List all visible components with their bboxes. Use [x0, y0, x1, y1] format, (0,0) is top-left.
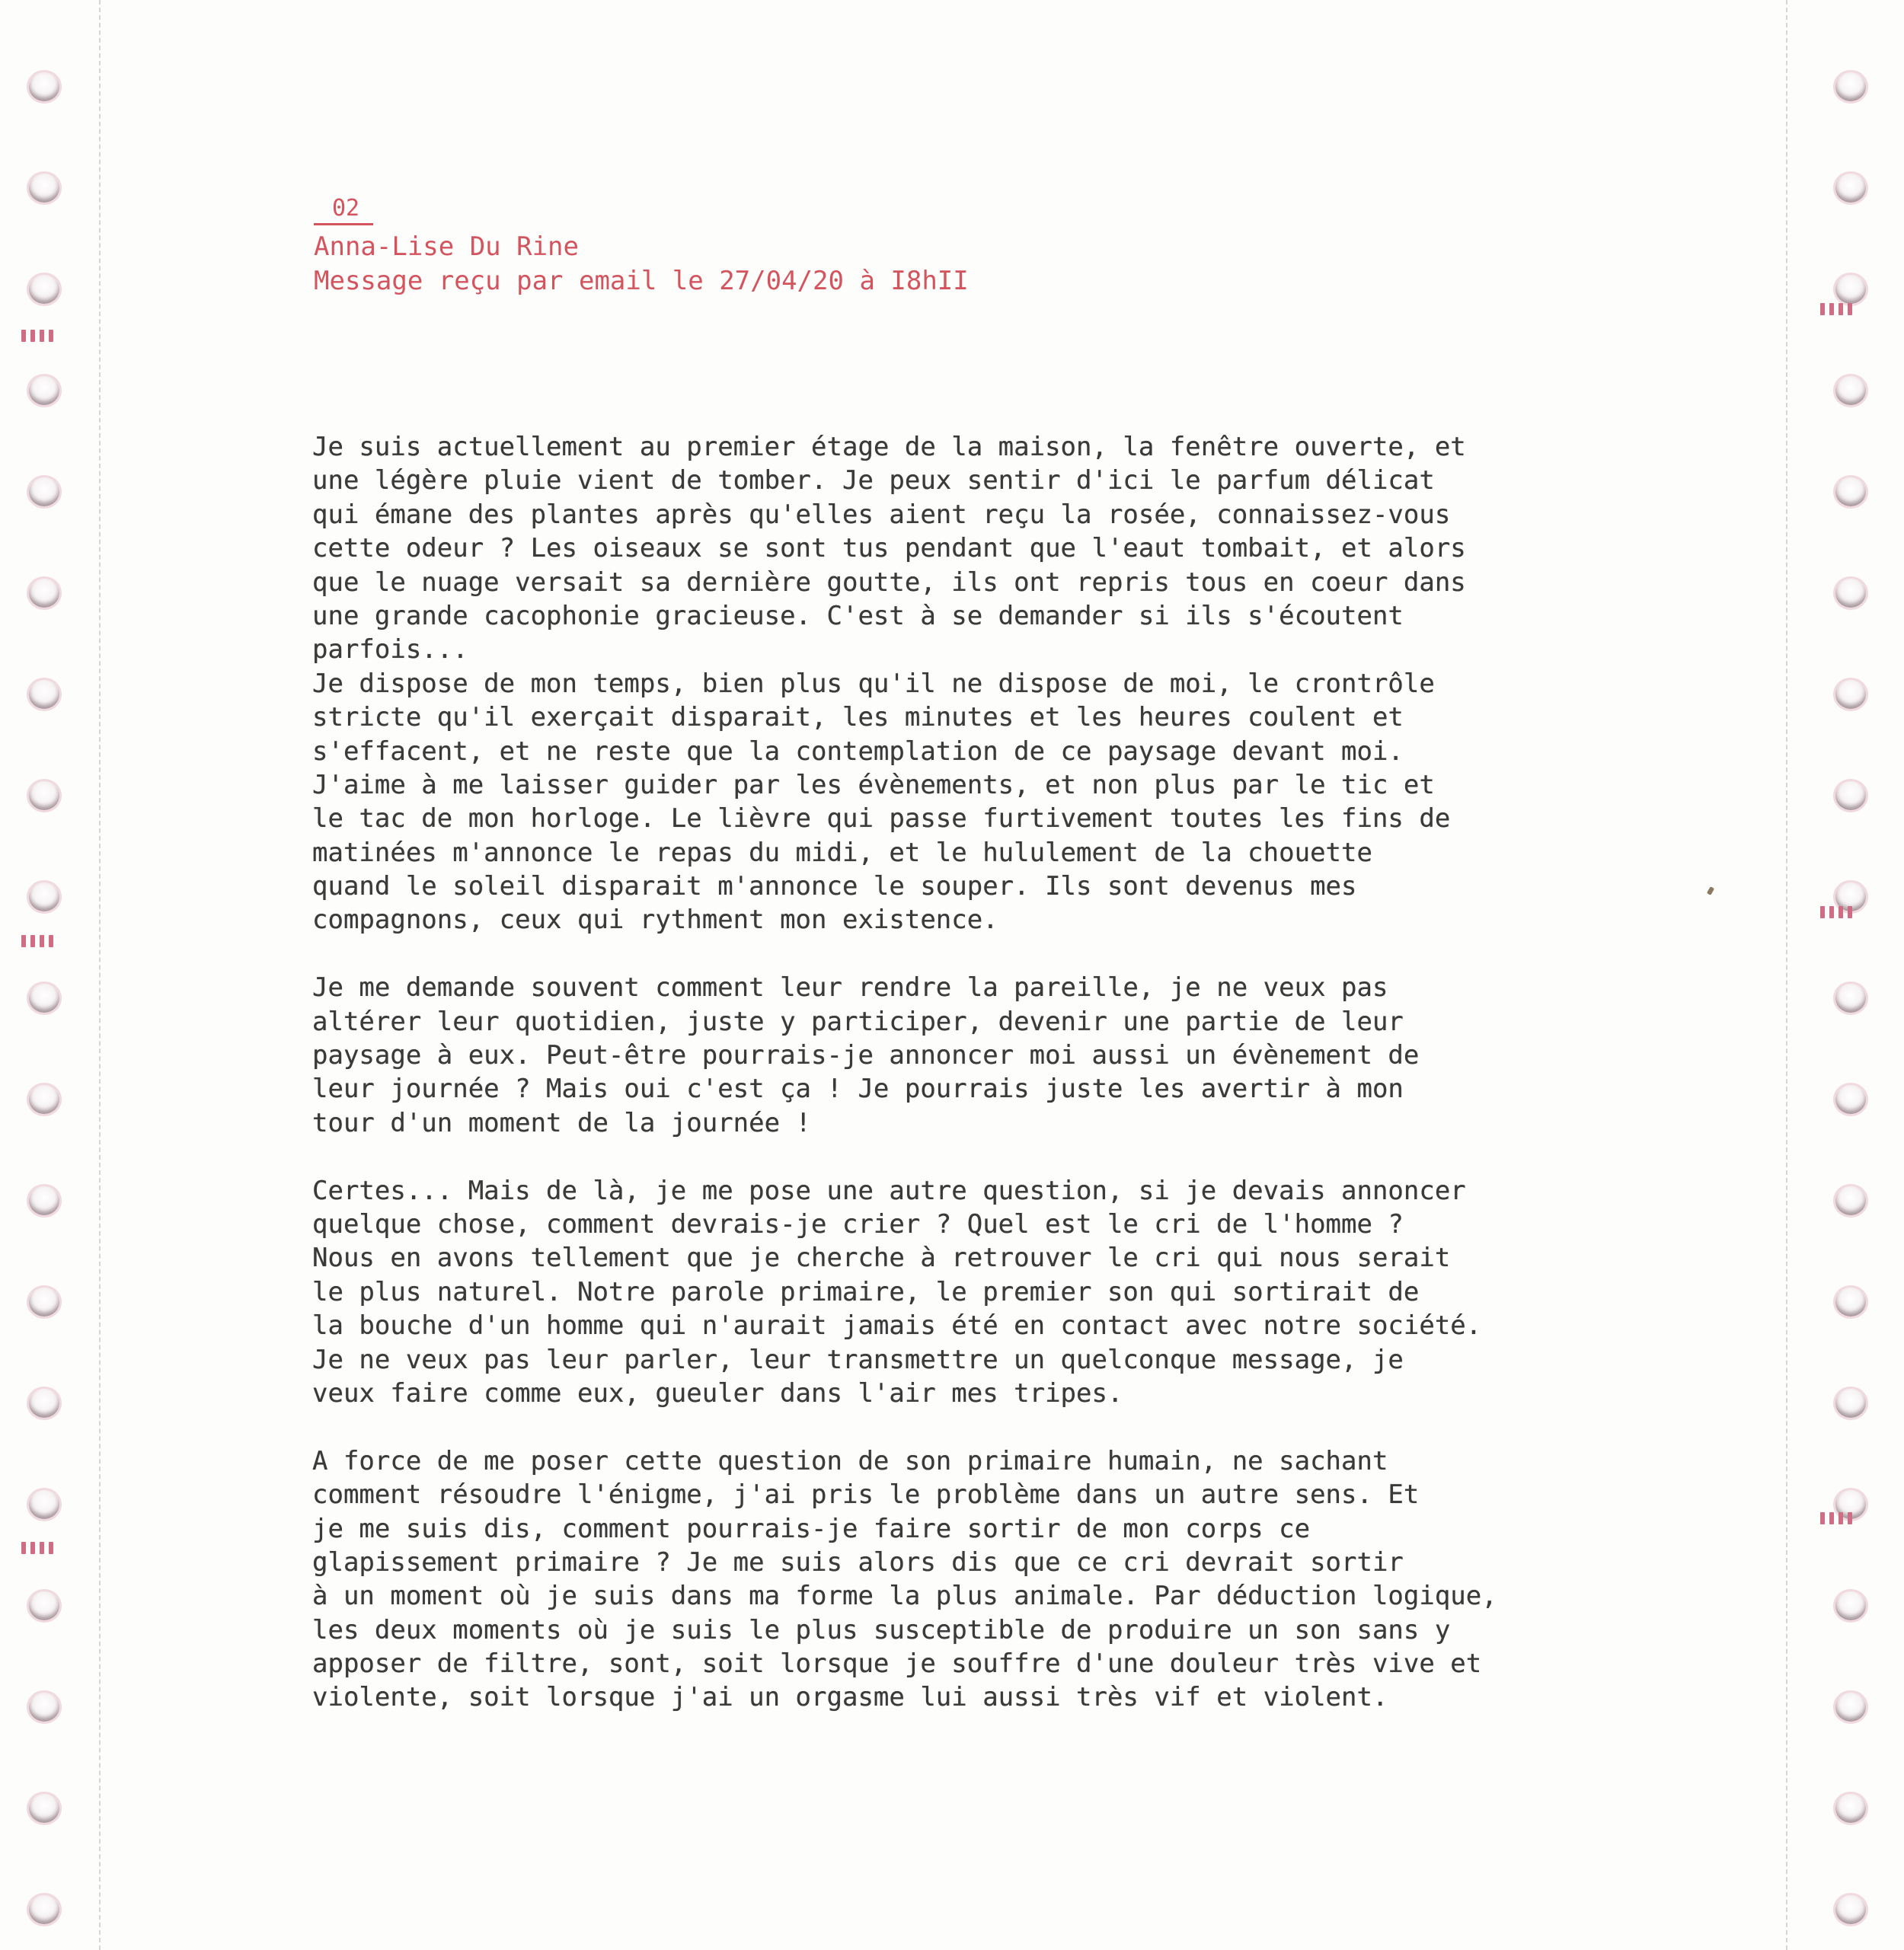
paragraph — [312, 1174, 1577, 1411]
paragraph — [312, 1444, 1577, 1715]
tractor-hole — [29, 275, 59, 304]
tractor-hole — [1835, 1389, 1866, 1418]
text-line: Certes... Mais de là, je me pose une autre question, si je devais annoncer — [312, 1175, 1466, 1206]
text-line: les deux moments où je suis le plus susceptible de produire un son sans y — [312, 1614, 1451, 1645]
tractor-hole — [1835, 1085, 1866, 1114]
text-line: violente, soit lorsque j'ai un orgasme lui aussi très vif et violent. — [312, 1682, 1388, 1713]
text-line: s'effacent, et ne reste que la contemplation de ce paysage devant moi. — [312, 736, 1404, 767]
tractor-hole — [1835, 1693, 1866, 1722]
received-line: Message reçu par email le 27/04/20 à I8hII — [314, 266, 969, 296]
perforation-tick-marks — [21, 1542, 53, 1554]
text-line: Je suis actuellement au premier étage de la maison, la fenêtre ouverte, et — [312, 432, 1466, 462]
text-line: comment résoudre l'énigme, j'ai pris le problème dans un autre sens. Et — [312, 1479, 1420, 1511]
tractor-hole — [29, 1288, 59, 1316]
text-line: veux faire comme eux, gueuler dans l'air mes tripes. — [312, 1377, 1123, 1409]
text-line: stricte qu'il exerçait disparait, les minutes et les heures coulent et — [312, 702, 1404, 733]
text-line: une légère pluie vient de tomber. Je peux sentir d'ici le parfum délicat — [312, 465, 1435, 496]
tractor-hole — [29, 1895, 59, 1924]
letter-header — [314, 190, 969, 298]
perforation-tick-marks — [1820, 906, 1852, 918]
text-line: le plus naturel. Notre parole primaire, le premier son qui sortirait de — [312, 1276, 1420, 1307]
text-line: je me suis dis, comment pourrais-je faire sortir de mon corps ce — [312, 1513, 1311, 1544]
tractor-hole — [1835, 174, 1866, 203]
text-line: cette odeur ? Les oiseaux se sont tus pendant que l'eaut tombait, et alors — [312, 533, 1466, 564]
text-line: leur journée ? Mais oui c'est ça ! Je pourrais juste les avertir à mon — [312, 1074, 1404, 1105]
text-line: que le nuage versait sa dernière goutte, ils ont repris tous en coeur dans — [312, 566, 1466, 598]
tractor-hole — [1835, 72, 1866, 101]
text-line: à un moment où je suis dans ma forme la plus animale. Par déduction logique, — [312, 1581, 1497, 1612]
tractor-hole — [29, 579, 59, 608]
paragraph-gap — [312, 1410, 1577, 1444]
text-line: J'aime à me laisser guider par les évènements, et non plus par le tic et — [312, 769, 1435, 800]
text-line: Je dispose de mon temps, bien plus qu'il ne dispose de moi, le crontrôle — [312, 668, 1435, 699]
tractor-hole — [1835, 781, 1866, 810]
perforation-tick-marks — [1820, 1512, 1852, 1524]
tractor-hole — [29, 376, 59, 405]
ink-speck — [1707, 886, 1714, 895]
text-line: quand le soleil disparait m'annonce le souper. Ils sont devenus mes — [312, 871, 1357, 902]
document-number: 02 — [314, 196, 373, 225]
tractor-hole — [29, 72, 59, 101]
text-line: Je me demande souvent comment leur rendre la pareille, je ne veux pas — [312, 972, 1388, 1004]
tractor-hole — [29, 1490, 59, 1519]
tractor-hole — [1835, 984, 1866, 1013]
tractor-hole — [1835, 275, 1866, 304]
tractor-hole — [29, 1794, 59, 1823]
right-perforation-line — [1786, 0, 1787, 1950]
right-tractor-strip — [1807, 0, 1898, 1950]
tractor-hole — [29, 1693, 59, 1722]
perforation-tick-marks — [21, 935, 53, 947]
paragraph-gap — [312, 937, 1577, 971]
text-line: qui émane des plantes après qu'elles aient reçu la rosée, connaissez-vous — [312, 499, 1451, 530]
tractor-hole — [1835, 680, 1866, 709]
text-line: tour d'un moment de la journée ! — [312, 1107, 812, 1138]
tractor-hole — [1835, 376, 1866, 405]
tractor-hole — [29, 1186, 59, 1215]
tractor-hole — [29, 680, 59, 709]
text-line: le tac de mon horloge. Le lièvre qui passe furtivement toutes les fins de — [312, 803, 1451, 835]
text-line: altérer leur quotidien, juste y participer, devenir une partie de leur — [312, 1006, 1404, 1037]
text-line: une grande cacophonie gracieuse. C'est à se demander si ils s'écoutent — [312, 600, 1404, 631]
paragraph-gap — [312, 1140, 1577, 1173]
text-line: paysage à eux. Peut-être pourrais-je annoncer moi aussi un évènement de — [312, 1040, 1420, 1071]
tractor-hole — [1835, 579, 1866, 608]
tractor-hole — [1835, 1794, 1866, 1823]
tractor-hole — [29, 174, 59, 203]
text-line: la bouche d'un homme qui n'aurait jamais été en contact avec notre société. — [312, 1310, 1482, 1342]
text-line: Je ne veux pas leur parler, leur transmettre un quelconque message, je — [312, 1344, 1404, 1375]
text-line: A force de me poser cette question de son primaire humain, ne sachant — [312, 1445, 1388, 1476]
perforation-tick-marks — [21, 330, 53, 342]
tractor-hole — [1835, 1186, 1866, 1215]
author-name: Anna-Lise Du Rine — [314, 231, 579, 262]
left-tractor-strip — [0, 0, 91, 1950]
text-line: matinées m'annonce le repas du midi, et le hululement de la chouette — [312, 837, 1372, 868]
tractor-hole — [29, 781, 59, 810]
perforation-tick-marks — [1820, 303, 1852, 315]
tractor-hole — [29, 477, 59, 506]
text-line: apposer de filtre, sont, soit lorsque je souffre d'une douleur très vive et — [312, 1648, 1482, 1680]
tractor-hole — [29, 984, 59, 1013]
tractor-hole — [1835, 1895, 1866, 1924]
letter-body — [312, 430, 1577, 1715]
tractor-hole — [1835, 1591, 1866, 1620]
text-line: compagnons, ceux qui rythment mon existence. — [312, 905, 998, 936]
tractor-hole — [29, 1591, 59, 1620]
text-line: quelque chose, comment devrais-je crier ? Quel est le cri de l'homme ? — [312, 1208, 1404, 1240]
tractor-hole — [1835, 1288, 1866, 1316]
text-line: parfois... — [312, 634, 468, 665]
tractor-hole — [29, 882, 59, 911]
tractor-hole — [1835, 477, 1866, 506]
paragraph — [312, 430, 1577, 937]
left-perforation-line — [99, 0, 101, 1950]
text-line: Nous en avons tellement que je cherche à retrouver le cri qui nous serait — [312, 1243, 1451, 1274]
tractor-hole — [29, 1085, 59, 1114]
tractor-hole — [29, 1389, 59, 1418]
text-line: glapissement primaire ? Je me suis alors dis que ce cri devrait sortir — [312, 1546, 1404, 1578]
paragraph — [312, 971, 1577, 1140]
